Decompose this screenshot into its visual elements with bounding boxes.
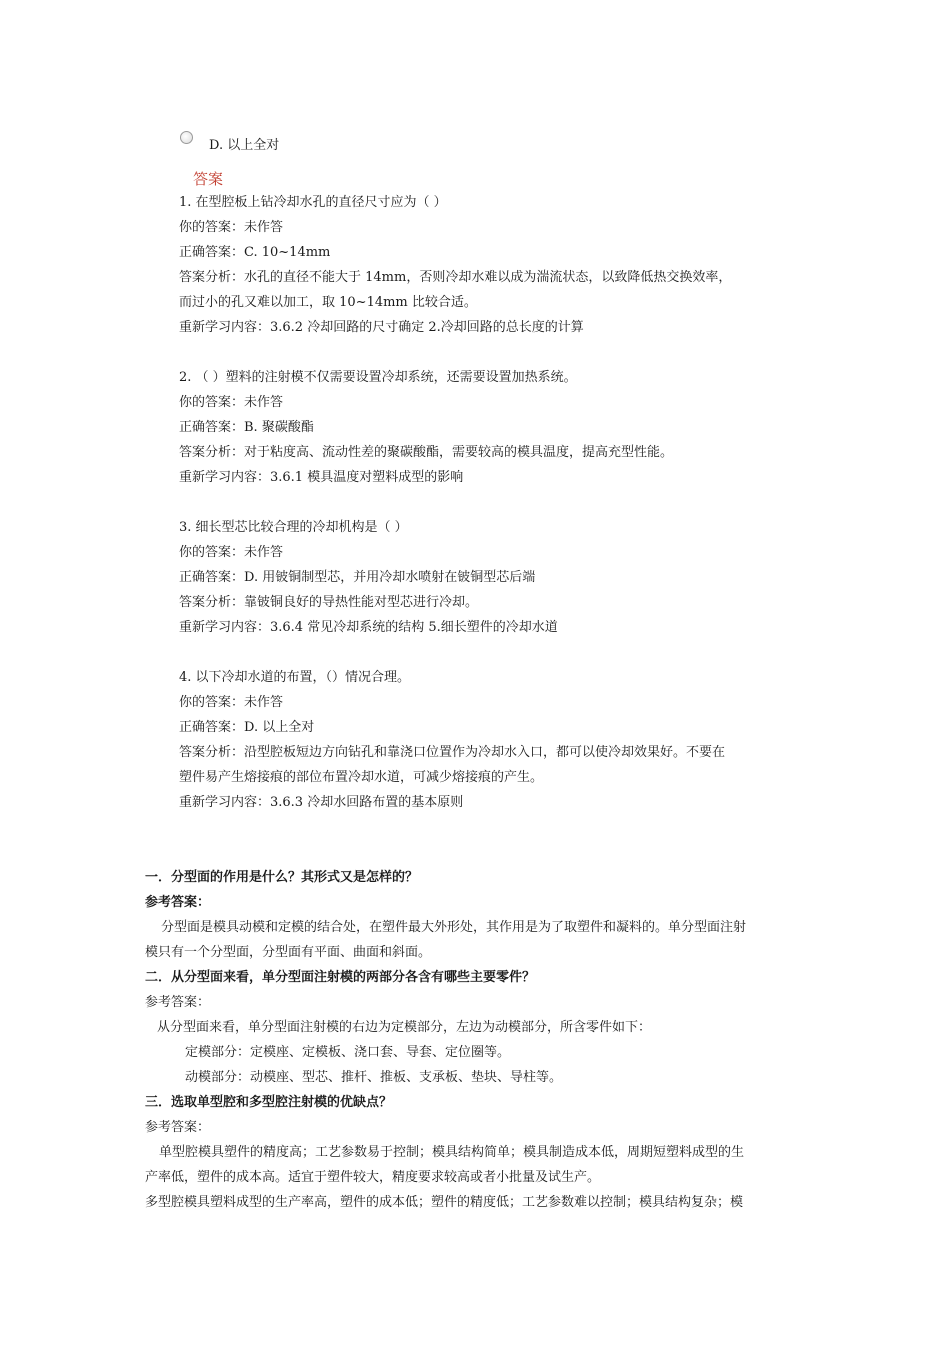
your-answer: 你的答案：未作答 — [179, 545, 284, 560]
correct-answer: 正确答案：B. 聚碳酸酯 — [179, 420, 314, 435]
relearn-content: 重新学习内容：3.6.3 冷却水回路布置的基本原则 — [179, 795, 464, 810]
section-body: 分型面是模具动模和定模的结合处，在塑件最大外形处，其作用是为了取塑件和凝料的。单分型面注射 — [161, 920, 747, 935]
section-body: 定模部分：定模座、定模板、浇口套、导套、定位圈等。 — [185, 1045, 511, 1060]
answer-analysis: 答案分析：沿型腔板短边方向钻孔和靠浇口位置作为冷却水入口，都可以使冷却效果好。不要在 — [179, 745, 726, 760]
section-body: 单型腔模具塑件的精度高；工艺参数易于控制；模具结构简单；模具制造成本低，周期短塑料成型的生 — [159, 1145, 745, 1160]
section-body: 多型腔模具塑料成型的生产率高，塑件的成本低；塑件的精度低；工艺参数难以控制；模具结构复杂；模 — [145, 1195, 744, 1210]
question-title: 2. （ ）塑料的注射模不仅需要设置冷却系统，还需要设置加热系统。 — [179, 370, 577, 385]
question-title: 3. 细长型芯比较合理的冷却机构是（ ） — [179, 520, 408, 535]
your-answer: 你的答案：未作答 — [179, 395, 284, 410]
section-heading: 二．从分型面来看，单分型面注射模的两部分各含有哪些主要零件？ — [145, 970, 536, 985]
relearn-content: 重新学习内容：3.6.1 模具温度对塑料成型的影响 — [179, 470, 464, 485]
answer-analysis: 答案分析：水孔的直径不能大于 14mm，否则冷却水难以成为湍流状态，以致降低热交换效率， — [179, 270, 732, 285]
answer-analysis: 塑件易产生熔接痕的部位布置冷却水道，可减少熔接痕的产生。 — [179, 770, 544, 785]
section-body: 动模部分：动模座、型芯、推杆、推板、支承板、垫块、导柱等。 — [185, 1070, 563, 1085]
section-body: 模只有一个分型面，分型面有平面、曲面和斜面。 — [145, 945, 432, 960]
section-heading: 一．分型面的作用是什么？其形式又是怎样的？ — [145, 870, 419, 885]
your-answer: 你的答案：未作答 — [179, 695, 284, 710]
question-title: 4. 以下冷却水道的布置，（）情况合理。 — [179, 670, 411, 685]
answer-analysis: 答案分析：靠铍铜良好的导热性能对型芯进行冷却。 — [179, 595, 479, 610]
section-body: 产率低，塑件的成本高。适宜于塑件较大，精度要求较高或者小批量及试生产。 — [145, 1170, 601, 1185]
option-d-label: D. 以上全对 — [209, 138, 280, 153]
relearn-content: 重新学习内容：3.6.4 常见冷却系统的结构 5.细长塑件的冷却水道 — [179, 620, 558, 635]
section-body: 从分型面来看，单分型面注射模的右边为定模部分，左边为动模部分，所含零件如下： — [157, 1020, 652, 1035]
correct-answer: 正确答案：D. 用铍铜制型芯，并用冷却水喷射在铍铜型芯后端 — [179, 570, 536, 585]
reference-answer-label: 参考答案： — [145, 1120, 211, 1135]
reference-answer-label: 参考答案： — [145, 995, 211, 1010]
reference-answer-label: 参考答案： — [145, 895, 211, 910]
answer-heading: 答案 — [193, 170, 224, 188]
answer-analysis: 答案分析：对于粘度高、流动性差的聚碳酸酯，需要较高的模具温度，提高充型性能。 — [179, 445, 674, 460]
correct-answer: 正确答案：D. 以上全对 — [179, 720, 315, 735]
section-heading: 三．选取单型腔和多型腔注射模的优缺点？ — [145, 1095, 393, 1110]
your-answer: 你的答案：未作答 — [179, 220, 284, 235]
correct-answer: 正确答案：C. 10~14mm — [179, 245, 331, 260]
radio-option-d[interactable] — [180, 131, 193, 144]
relearn-content: 重新学习内容：3.6.2 冷却回路的尺寸确定 2.冷却回路的总长度的计算 — [179, 320, 584, 335]
answer-analysis: 而过小的孔又难以加工，取 10~14mm 比较合适。 — [179, 295, 477, 310]
question-title: 1. 在型腔板上钻冷却水孔的直径尺寸应为（ ） — [179, 195, 447, 210]
